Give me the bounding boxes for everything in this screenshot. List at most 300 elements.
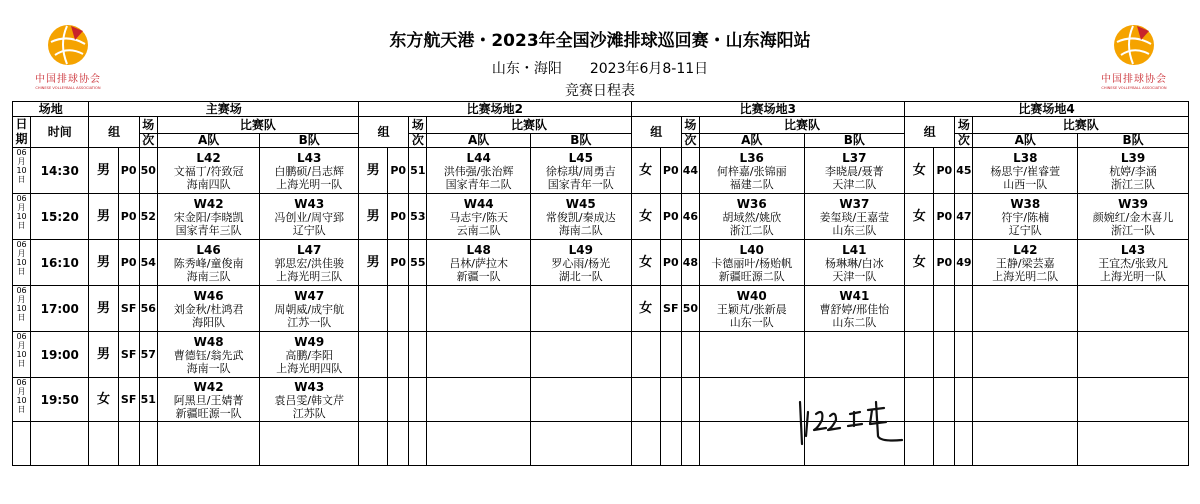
order-header: 次	[139, 133, 157, 147]
team-b-cell	[804, 240, 905, 286]
schedule-row	[13, 378, 1189, 422]
empty-cell	[905, 332, 934, 378]
team-a-cell	[157, 286, 260, 332]
round-cell: P0	[388, 194, 409, 240]
empty-cell	[409, 332, 427, 378]
team-name: 辽宁队	[292, 223, 326, 237]
group-cell: 男	[89, 286, 118, 332]
empty-cell	[973, 378, 1078, 422]
blank-row	[13, 422, 1189, 466]
empty-cell	[530, 378, 631, 422]
empty-cell	[955, 332, 973, 378]
players: 郭思宏/洪佳骏	[274, 256, 345, 270]
players: 卡德丽叶/杨贻帆	[711, 256, 793, 270]
players: 罗心雨/杨光	[551, 256, 611, 270]
empty-cell	[530, 422, 631, 466]
schedule-table	[12, 101, 1189, 466]
team-a-header: A队	[699, 133, 804, 147]
group-cell: 女	[905, 148, 934, 194]
empty-cell	[409, 378, 427, 422]
match-code: W42	[193, 379, 224, 394]
location: 山东・海阳	[491, 61, 562, 77]
empty-cell	[905, 378, 934, 422]
empty-cell	[681, 332, 699, 378]
empty-cell	[955, 422, 973, 466]
match-code: W49	[294, 334, 325, 349]
match-number-cell: 57	[139, 332, 157, 378]
team-a-cell	[699, 148, 804, 194]
schedule-body	[13, 102, 1189, 466]
team-name: 江苏队	[292, 406, 326, 420]
players: 马志宇/陈天	[449, 210, 509, 224]
group-cell: 女	[631, 194, 660, 240]
time-cell: 17:00	[31, 286, 89, 332]
match-number-cell: 46	[681, 194, 699, 240]
match-code: L38	[1013, 150, 1038, 165]
group-cell: 男	[89, 194, 118, 240]
group-cell: 男	[359, 148, 388, 194]
empty-cell	[681, 378, 699, 422]
players: 王颖芃/张新晨	[716, 302, 787, 316]
players: 徐棕琪/周勇吉	[545, 164, 616, 178]
header-row-fields	[13, 117, 1189, 134]
empty-cell	[260, 422, 359, 466]
match-number-cell: 53	[409, 194, 427, 240]
header-row-venues	[13, 102, 1189, 117]
empty-cell	[118, 422, 139, 466]
match-code: L37	[842, 150, 867, 165]
players: 袁吕雯/韩文芹	[274, 393, 345, 407]
players: 姜玺琰/王嘉莹	[819, 210, 890, 224]
team-b-cell	[260, 332, 359, 378]
match-code: L49	[568, 242, 593, 257]
team-name: 国家青年三队	[175, 223, 242, 237]
group-cell: 女	[631, 148, 660, 194]
empty-cell	[631, 332, 660, 378]
match-number-cell: 54	[139, 240, 157, 286]
court-header-1: 主赛场	[89, 102, 359, 117]
time-cell: 15:20	[31, 194, 89, 240]
team-a-cell	[427, 148, 531, 194]
team-b-cell	[260, 378, 359, 422]
match-code: L43	[1120, 242, 1146, 257]
team-b-cell	[804, 286, 905, 332]
empty-cell	[31, 422, 89, 466]
match-code: W37	[839, 196, 870, 211]
logo-name-cn: 中国排球协会	[35, 74, 101, 85]
players: 宋金阳/李晓凯	[173, 210, 244, 224]
match-number-cell: 55	[409, 240, 427, 286]
team-name: 海南三队	[186, 269, 231, 283]
players: 杭婷/李涵	[1109, 164, 1157, 178]
match-code: L39	[1120, 150, 1146, 165]
group-header: 组	[89, 117, 139, 148]
teams-header: 比赛队	[427, 117, 631, 134]
team-a-cell	[427, 240, 531, 286]
field-header: 场	[139, 117, 157, 134]
team-name: 上海光明一队	[1100, 269, 1167, 283]
page-title: 东方航天港・2023年全国沙滩排球巡回赛・山东海阳站	[389, 31, 811, 51]
empty-cell	[388, 332, 409, 378]
time-cell: 19:00	[31, 332, 89, 378]
empty-cell	[1078, 422, 1189, 466]
players: 杨琳琳/白冰	[824, 256, 884, 270]
team-name: 江苏一队	[287, 315, 332, 329]
players: 周朝威/成宇航	[274, 302, 345, 316]
logo-name-cn: 中国排球协会	[1101, 74, 1167, 85]
header-row-teams	[13, 133, 1189, 147]
team-name: 山东一队	[729, 315, 774, 329]
schedule-row	[13, 240, 1189, 286]
signature-image	[796, 396, 908, 448]
empty-cell	[427, 332, 531, 378]
group-cell: 女	[631, 286, 660, 332]
empty-cell	[359, 422, 388, 466]
round-cell: P0	[934, 194, 955, 240]
group-cell: 男	[359, 240, 388, 286]
empty-cell	[409, 286, 427, 332]
match-code: L42	[196, 150, 221, 165]
team-a-cell	[157, 378, 260, 422]
match-number-cell: 51	[409, 148, 427, 194]
team-a-cell	[157, 148, 260, 194]
team-b-cell	[1078, 240, 1189, 286]
team-name: 上海光明三队	[276, 269, 343, 283]
order-header: 次	[409, 133, 427, 147]
order-header: 次	[955, 133, 973, 147]
schedule-subtitle: 竞赛日程表	[565, 83, 635, 99]
match-code: W47	[294, 288, 325, 303]
team-name: 国家青年一队	[547, 177, 614, 191]
match-code: L45	[568, 150, 593, 165]
field-header: 场	[681, 117, 699, 134]
players: 冯创业/周守郅	[274, 210, 345, 224]
empty-cell	[660, 422, 681, 466]
empty-cell	[660, 378, 681, 422]
match-code: W39	[1118, 196, 1149, 211]
group-cell: 女	[631, 240, 660, 286]
team-name: 辽宁队	[1008, 223, 1042, 237]
match-code: L36	[739, 150, 764, 165]
team-name: 海南二队	[558, 223, 603, 237]
empty-cell	[359, 286, 388, 332]
match-number-cell: 47	[955, 194, 973, 240]
round-cell: P0	[118, 194, 139, 240]
empty-cell	[955, 286, 973, 332]
players: 杨思宇/崔睿萱	[990, 164, 1061, 178]
empty-cell	[13, 422, 31, 466]
empty-cell	[699, 378, 804, 422]
match-number-cell: 48	[681, 240, 699, 286]
team-b-cell	[1078, 194, 1189, 240]
empty-cell	[1078, 286, 1189, 332]
empty-cell	[530, 332, 631, 378]
team-name: 湖北一队	[558, 269, 603, 283]
players: 文福丁/符致冠	[173, 164, 244, 178]
players: 曹舒婷/邢佳怡	[819, 302, 890, 316]
match-code: L40	[739, 242, 764, 257]
round-cell: P0	[934, 148, 955, 194]
venue-header: 场地	[13, 102, 89, 117]
order-header: 次	[681, 133, 699, 147]
empty-cell	[631, 422, 660, 466]
match-code: L44	[466, 150, 491, 165]
schedule-row	[13, 332, 1189, 378]
empty-cell	[955, 378, 973, 422]
team-b-header: B队	[804, 133, 905, 147]
round-cell: P0	[118, 240, 139, 286]
team-name: 浙江二队	[729, 223, 774, 237]
empty-cell	[973, 286, 1078, 332]
match-number-cell: 52	[139, 194, 157, 240]
group-cell: 男	[89, 240, 118, 286]
team-a-cell	[973, 240, 1078, 286]
schedule-row	[13, 148, 1189, 194]
empty-cell	[427, 378, 531, 422]
empty-cell	[905, 286, 934, 332]
logo-name-en: CHINESE VOLLEYBALL ASSOCIATION	[35, 85, 101, 90]
team-b-header: B队	[1078, 133, 1189, 147]
group-header: 组	[631, 117, 681, 148]
empty-cell	[359, 332, 388, 378]
match-code: W42	[193, 196, 224, 211]
empty-cell	[139, 422, 157, 466]
team-name: 新疆一队	[456, 269, 501, 283]
round-cell: SF	[660, 286, 681, 332]
team-b-cell	[530, 240, 631, 286]
players: 刘金秋/杜鸿君	[173, 302, 244, 316]
players: 颜婉红/金木喜儿	[1092, 210, 1174, 224]
schedule-row	[13, 286, 1189, 332]
round-cell: P0	[118, 148, 139, 194]
date-cell: 06 月 10 日	[13, 240, 31, 286]
court-header-2: 比赛场地2	[359, 102, 632, 117]
match-code: W48	[193, 334, 224, 349]
date-header: 日 期	[13, 117, 31, 148]
team-name: 浙江一队	[1111, 223, 1156, 237]
match-number-cell: 56	[139, 286, 157, 332]
field-header: 场	[409, 117, 427, 134]
group-cell: 女	[905, 240, 934, 286]
match-code: L43	[297, 150, 322, 165]
date-cell: 06 月 10 日	[13, 194, 31, 240]
group-cell: 男	[89, 332, 118, 378]
team-a-header: A队	[973, 133, 1078, 147]
group-header: 组	[359, 117, 409, 148]
team-b-cell	[530, 194, 631, 240]
empty-cell	[359, 378, 388, 422]
team-name: 山西一队	[1003, 177, 1048, 191]
time-cell: 19:50	[31, 378, 89, 422]
match-code: W44	[463, 196, 494, 211]
match-code: L41	[842, 242, 867, 257]
empty-cell	[388, 378, 409, 422]
time-cell: 14:30	[31, 148, 89, 194]
empty-cell	[631, 378, 660, 422]
empty-cell	[804, 332, 905, 378]
players: 王宜杰/张致凡	[1098, 256, 1168, 270]
match-code: W43	[294, 379, 325, 394]
players: 王静/梁芸嘉	[995, 256, 1055, 270]
match-code: W46	[193, 288, 224, 303]
players: 胡域然/姚欣	[722, 210, 782, 224]
match-code: L42	[1013, 242, 1038, 257]
players: 李晓晨/聂菁	[824, 164, 884, 178]
team-name: 山东二队	[832, 315, 877, 329]
players: 白鹏硕/吕志辉	[274, 164, 345, 178]
schedule-row	[13, 194, 1189, 240]
date-cell: 06 月 10 日	[13, 378, 31, 422]
team-a-cell	[699, 194, 804, 240]
team-a-cell	[157, 240, 260, 286]
match-code: W43	[294, 196, 325, 211]
players: 高鹏/李阳	[285, 348, 334, 362]
players: 阿黑旦/王婧菁	[173, 393, 244, 407]
match-number-cell: 51	[139, 378, 157, 422]
court-header-4: 比赛场地4	[905, 102, 1189, 117]
team-name: 云南二队	[456, 223, 501, 237]
players: 洪伟强/张治辉	[443, 164, 514, 178]
round-cell: P0	[660, 240, 681, 286]
team-a-cell	[973, 194, 1078, 240]
empty-cell	[1078, 378, 1189, 422]
group-cell: 女	[905, 194, 934, 240]
team-a-cell	[157, 332, 260, 378]
team-name: 新疆旺源二队	[718, 269, 785, 283]
team-name: 国家青年二队	[445, 177, 512, 191]
players: 吕林/萨拉木	[449, 256, 509, 270]
team-b-cell	[260, 286, 359, 332]
team-name: 海南四队	[186, 177, 231, 191]
time-cell: 16:10	[31, 240, 89, 286]
empty-cell	[934, 332, 955, 378]
players: 何梓嘉/张锦丽	[716, 164, 787, 178]
empty-cell	[660, 332, 681, 378]
field-header: 场	[955, 117, 973, 134]
group-cell: 男	[359, 194, 388, 240]
empty-cell	[409, 422, 427, 466]
team-a-cell	[699, 286, 804, 332]
group-cell: 女	[89, 378, 118, 422]
team-b-cell	[804, 148, 905, 194]
empty-cell	[157, 422, 260, 466]
event-dates: 2023年6月8-11日	[589, 61, 709, 77]
empty-cell	[681, 422, 699, 466]
empty-cell	[934, 286, 955, 332]
match-number-cell: 50	[681, 286, 699, 332]
round-cell: P0	[388, 148, 409, 194]
team-b-cell	[1078, 148, 1189, 194]
location-date-line	[0, 58, 1200, 78]
team-a-cell	[973, 148, 1078, 194]
team-a-cell	[157, 194, 260, 240]
team-b-cell	[260, 240, 359, 286]
round-cell: SF	[118, 286, 139, 332]
team-name: 浙江三队	[1111, 177, 1156, 191]
teams-header: 比赛队	[699, 117, 904, 134]
team-b-cell	[260, 194, 359, 240]
round-cell: P0	[660, 194, 681, 240]
team-name: 上海光明四队	[276, 361, 343, 375]
players: 常俊凯/秦成达	[545, 210, 616, 224]
date-cell: 06 月 10 日	[13, 286, 31, 332]
match-number-cell: 45	[955, 148, 973, 194]
players: 陈秀峰/童俊南	[173, 256, 244, 270]
team-name: 天津一队	[832, 269, 877, 283]
round-cell: SF	[118, 378, 139, 422]
empty-cell	[427, 286, 531, 332]
team-b-cell	[260, 148, 359, 194]
round-cell: P0	[388, 240, 409, 286]
team-b-header: B队	[530, 133, 631, 147]
teams-header: 比赛队	[157, 117, 358, 134]
empty-cell	[1078, 332, 1189, 378]
match-code: L48	[466, 242, 491, 257]
team-a-cell	[699, 240, 804, 286]
empty-cell	[934, 422, 955, 466]
court-header-3: 比赛场地3	[631, 102, 905, 117]
team-name: 新疆旺源一队	[175, 406, 242, 420]
round-cell: P0	[660, 148, 681, 194]
team-b-cell	[530, 148, 631, 194]
match-code: W45	[565, 196, 596, 211]
team-name: 山东三队	[832, 223, 877, 237]
match-code: W40	[736, 288, 767, 303]
empty-cell	[699, 332, 804, 378]
team-name: 上海光明二队	[992, 269, 1059, 283]
empty-cell	[973, 332, 1078, 378]
match-number-cell: 50	[139, 148, 157, 194]
empty-cell	[699, 422, 804, 466]
round-cell: P0	[934, 240, 955, 286]
team-a-header: A队	[157, 133, 260, 147]
team-name: 海阳队	[192, 315, 226, 329]
match-number-cell: 49	[955, 240, 973, 286]
team-name: 福建二队	[729, 177, 774, 191]
time-header: 时间	[31, 117, 89, 148]
team-name: 上海光明一队	[276, 177, 343, 191]
empty-cell	[388, 422, 409, 466]
team-b-cell	[804, 194, 905, 240]
empty-cell	[973, 422, 1078, 466]
teams-header: 比赛队	[973, 117, 1189, 134]
team-a-cell	[427, 194, 531, 240]
match-code: W41	[839, 288, 870, 303]
team-name: 天津二队	[832, 177, 877, 191]
empty-cell	[905, 422, 934, 466]
match-code: W38	[1010, 196, 1041, 211]
empty-cell	[530, 286, 631, 332]
match-code: W36	[736, 196, 767, 211]
group-header: 组	[905, 117, 955, 148]
team-a-header: A队	[427, 133, 531, 147]
match-code: L46	[196, 242, 221, 257]
players: 曹德钰/翁先武	[173, 348, 244, 362]
match-code: L47	[297, 242, 322, 257]
empty-cell	[89, 422, 118, 466]
match-number-cell: 44	[681, 148, 699, 194]
logo-name-en: CHINESE VOLLEYBALL ASSOCIATION	[1101, 85, 1167, 90]
team-name: 海南一队	[186, 361, 231, 375]
date-cell: 06 月 10 日	[13, 148, 31, 194]
round-cell: SF	[118, 332, 139, 378]
empty-cell	[934, 378, 955, 422]
empty-cell	[427, 422, 531, 466]
date-cell: 06 月 10 日	[13, 332, 31, 378]
players: 符宇/陈楠	[1001, 210, 1050, 224]
empty-cell	[388, 286, 409, 332]
team-b-header: B队	[260, 133, 359, 147]
